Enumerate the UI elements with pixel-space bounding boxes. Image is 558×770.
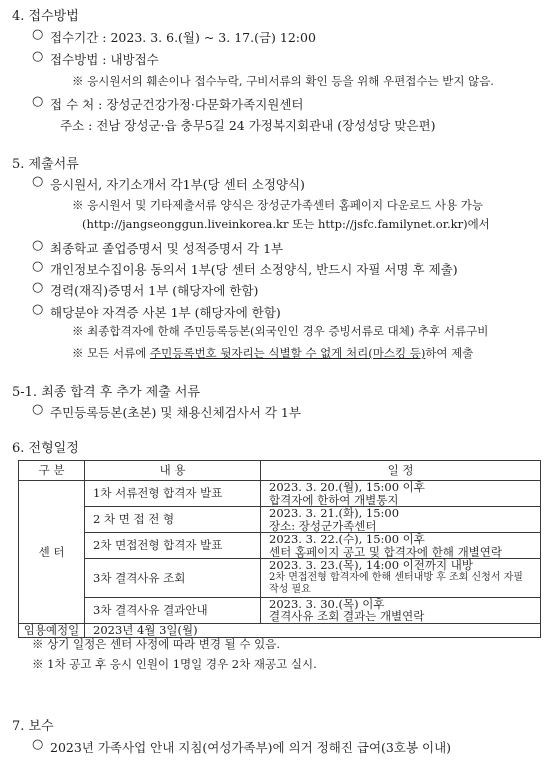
application-period: 접수기간 : 2023. 3. 6.(월) ~ 3. 17.(금) 12:00 — [50, 30, 316, 45]
table-row — [19, 481, 541, 507]
salary-item: 2023년 가족사업 안내 지침(여성가족부)에 의거 정해진 급여(3호봉 이내) — [50, 740, 452, 755]
bullet-circle-icon: ○ — [32, 27, 44, 42]
appointment-label: 임용예정일 — [19, 623, 85, 637]
application-place: 접 수 처 : 장성군건강가정·다문화가족지원센터 — [50, 97, 304, 112]
document-note-b-underlined: 주민등록번호 뒷자리는 식별할 수 없게 처리(마스킹 등) — [150, 346, 426, 360]
bullet-circle-icon: ○ — [32, 174, 44, 189]
group-center-cell: 센 터 — [19, 481, 85, 624]
document-item-2: 최종학교 졸업증명서 및 성적증명서 각 1부 — [50, 241, 284, 256]
schedule-date: 2023. 3. 30.(목) 이후 — [269, 596, 385, 611]
document-note-b — [72, 345, 473, 361]
bullet-circle-icon: ○ — [32, 238, 44, 253]
schedule-note-1: ※ 상기 일정은 센터 사정에 따라 변경 될 수 있음. — [32, 637, 281, 651]
header-content: 내 용 — [85, 461, 261, 481]
document-item-3: 개인정보수집이용 동의서 1부(당 센터 소정양식, 반드시 자필 서명 후 제출) — [50, 262, 458, 277]
schedule-date: 2023. 3. 20.(월), 15:00 이후 — [269, 480, 425, 494]
schedule-cell — [261, 559, 541, 598]
document-note-b-prefix: ※ 모든 서류에 — [72, 346, 151, 360]
bullet-circle-icon: ○ — [32, 280, 44, 295]
schedule-detail: 센터 홈페이지 공고 및 합격자에 한해 개별연락 — [269, 544, 503, 559]
schedule-cell — [261, 533, 541, 559]
schedule-date: 2023. 3. 21.(화), 15:00 — [269, 506, 400, 520]
schedule-cell — [261, 507, 541, 533]
additional-document-item: 주민등록등본(초본) 및 채용신체검사서 각 1부 — [50, 405, 301, 420]
document-item-5: 해당분야 자격증 사본 1부 (해당자에 한함) — [50, 305, 281, 320]
table-row — [19, 597, 541, 623]
document-item-1: 응시원서, 자기소개서 각1부(당 센터 소정양식) — [50, 177, 305, 192]
application-address: 주소 : 전남 장성군·읍 충무5길 24 가정복지회관내 (장성성당 맞은편) — [60, 118, 436, 133]
section-5-heading: 5. 제출서류 — [12, 157, 79, 172]
document-item-1-urls: (http://jangseonggun.liveinkorea.kr 또는 http://jsfc.familynet.or.kr)에서 — [82, 217, 490, 231]
bullet-circle-icon: ○ — [32, 259, 44, 274]
schedule-detail: 결격사유 조회 결과는 개별연락 — [269, 609, 425, 623]
table-row — [19, 507, 541, 533]
content-cell: 3차 결격사유 조회 — [85, 559, 261, 598]
schedule-cell — [261, 597, 541, 623]
bullet-circle-icon: ○ — [32, 302, 44, 317]
bullet-circle-icon: ○ — [32, 737, 44, 752]
table-row — [19, 533, 541, 559]
appointment-date: 2023년 4월 3일(월) — [85, 623, 541, 637]
schedule-date: 2023. 3. 23.(목), 14:00 이전까지 내방 — [269, 558, 473, 572]
schedule-date: 2023. 3. 22.(수), 15:00 이후 — [269, 532, 425, 546]
bullet-circle-icon: ○ — [32, 94, 44, 109]
schedule-note-2: ※ 1차 공고 후 응시 인원이 1명일 경우 2차 재공고 실시. — [32, 657, 317, 671]
table-row — [19, 559, 541, 598]
document-note-a: ※ 최종합격자에 한해 주민등록등본(외국인인 경우 증빙서류로 대체) 추후 서류구비 — [72, 324, 489, 338]
section-4-heading: 4. 접수방법 — [12, 9, 79, 24]
header-category: 구 분 — [19, 461, 85, 481]
content-cell: 3차 결격사유 결과안내 — [85, 597, 261, 623]
header-schedule: 일 정 — [261, 461, 541, 481]
schedule-detail: 2차 면접전형 합격자에 한해 센터내방 후 조회 신청서 자필작성 필요 — [269, 571, 523, 595]
content-cell: 2 차 면 접 전 형 — [85, 507, 261, 533]
table-row-appointment — [19, 623, 541, 637]
document-note-b-suffix: 하여 제출 — [425, 346, 474, 360]
schedule-table — [18, 460, 541, 638]
content-cell: 2차 면접전형 합격자 발표 — [85, 533, 261, 559]
content-cell: 1차 서류전형 합격자 발표 — [85, 481, 261, 507]
schedule-cell — [261, 481, 541, 507]
application-method: 접수방법 : 내방접수 — [50, 52, 159, 67]
section-7-heading: 7. 보수 — [12, 719, 54, 734]
document-item-4: 경력(재직)증명서 1부 (해당자에 한함) — [50, 283, 259, 298]
section-5-1-heading: 5-1. 최종 합격 후 추가 제출 서류 — [12, 385, 200, 400]
bullet-circle-icon: ○ — [32, 49, 44, 64]
document-item-1-note: ※ 응시원서 및 기타제출서류 양식은 장성군가족센터 홈페이지 다운로드 사용 가능 — [72, 198, 483, 212]
section-6-heading: 6. 전형일정 — [12, 441, 79, 456]
application-method-note: ※ 응시원서의 훼손이나 접수누락, 구비서류의 확인 등을 위해 우편접수는 받지 않음. — [72, 74, 494, 88]
schedule-detail: 합격자에 한하여 개별통지 — [269, 492, 399, 507]
bullet-circle-icon: ○ — [32, 402, 44, 417]
schedule-detail: 장소: 장성군가족센터 — [269, 518, 377, 533]
table-header-row — [19, 461, 541, 481]
